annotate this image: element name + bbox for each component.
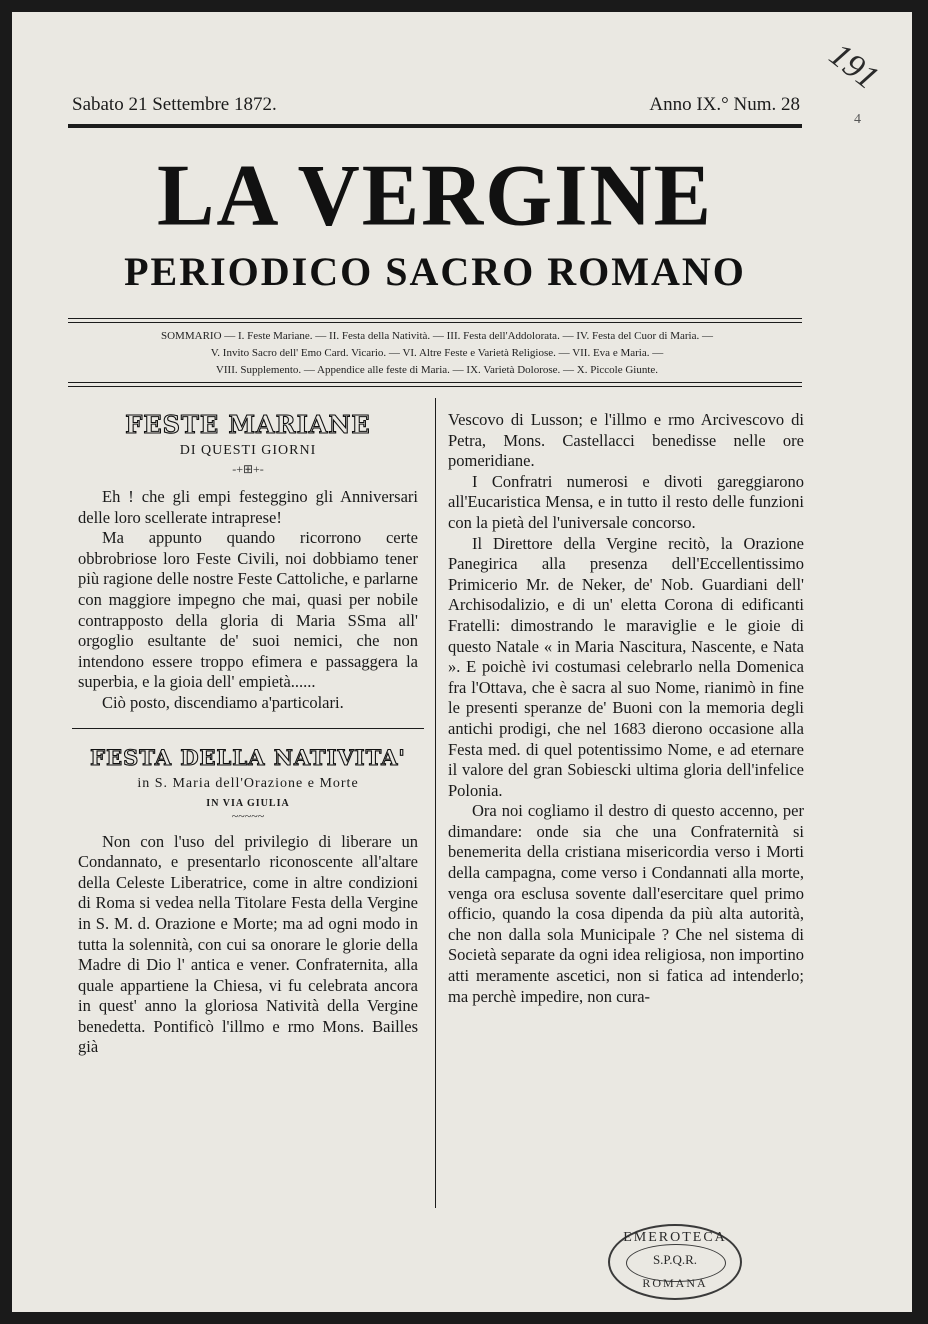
article-body bbox=[78, 487, 418, 714]
article-heading: FESTE MARIANE bbox=[125, 410, 371, 439]
paragraph: Il Direttore della Vergine recitò, la Orazione Panegirica alla presenza dell'Eccellentissimo Primicerio Mr. de Neker, de' Nob. Guardiani dell' Archisodalizio, e di un' eletta Corona di edificanti Fratelli: dimostrando le maraviglie e le gioie di questo Natale « in Maria Nascitura, Nascente, e Nata ». E poichè ivi costumasi celebrarlo nella Domenica fra l'Ottava, che è sacra al suo Nome, rianimò in fine le presenti speranze de' Buoni con la memoria degli antichi prodigi, che nel 1683 dierono occasione alla Festa med. di quel potentissimo Nome, e ad eternare il valore del gran Sobiescki ultima gloria dell'infelice Polonia. bbox=[448, 533, 804, 800]
article-separator bbox=[72, 728, 424, 729]
table-of-contents bbox=[70, 328, 804, 379]
issue-number: Anno IX.° Num. 28 bbox=[649, 94, 800, 115]
masthead-title: LA VERGINE bbox=[156, 146, 714, 244]
summary-line: V. Invito Sacro dell' Emo Card. Vicario. — VI. Altre Feste e Varietà Religiose. — VII. Eva e Maria. — bbox=[210, 347, 664, 359]
paragraph: Vescovo di Lusson; e l'illmo e rmo Arcivescovo di Petra, Mons. Castellacci benedisse nelle ore pomeridiane. bbox=[448, 410, 804, 471]
column-divider bbox=[435, 398, 436, 1208]
article-body bbox=[78, 832, 418, 1059]
paragraph: I Confratri numerosi e divoti gareggiarono all'Eucaristica Mensa, e in tutto il resto delle funzioni con la pietà del l'universale concorso. bbox=[448, 471, 804, 532]
summary-bottom-rule bbox=[68, 382, 802, 383]
paragraph: Eh ! che gli empi festeggino gli Anniversari delle loro scellerate intraprese! bbox=[78, 487, 418, 527]
right-column bbox=[448, 410, 804, 1007]
summary-line: SOMMARIO — I. Feste Mariane. — II. Festa della Natività. — III. Festa dell'Addolorata. — IV. Festa del Cuor di Maria. — bbox=[161, 330, 713, 342]
paragraph: Ciò posto, discendiamo a'particolari. bbox=[102, 692, 344, 712]
ornament: ~~~~~ bbox=[231, 808, 265, 823]
summary-top-rule-2 bbox=[68, 322, 802, 323]
article-location: IN VIA GIULIA bbox=[206, 797, 290, 809]
stamp-middle-text: S.P.Q.R. bbox=[652, 1252, 698, 1267]
article-heading: FESTA DELLA NATIVITA' bbox=[90, 744, 406, 770]
ornament: -+⊞+- bbox=[232, 462, 264, 476]
handwritten-page-number: 191 bbox=[822, 36, 886, 97]
library-stamp bbox=[608, 1224, 742, 1300]
newspaper-page bbox=[12, 12, 912, 1312]
article-subheading: DI QUESTI GIORNI bbox=[179, 443, 317, 458]
article-subheading: in S. Maria dell'Orazione e Morte bbox=[137, 775, 359, 791]
paragraph: Ora noi cogliamo il destro di questo accenno, per dimandare: onde sia che una Confraternità si benemerita della cristiana misericordia verso i Morti della campagna, come verso i Condannati alla morte, venga ora esclusa sovente dall'esercitare quel primo officio, quando la cosa dipenda da più alta autorità, che non dalla sola Municipale ? Che nel sistema di Società separate da ogni idea religiosa, non importino atti meramente ascetici, non si fatica ad intenderlo; ma perchè impedire, non cura- bbox=[448, 801, 804, 1006]
margin-mark: 4 bbox=[854, 112, 861, 127]
header-rule bbox=[68, 124, 802, 128]
paragraph: Ma appunto quando ricorrono certe obbrobriose loro Feste Civili, noi dobbiamo tener più ragione delle nostre Feste Cattoliche, e parlarne con maggiore impegno che mai, quasi per nobile contrapposto della gloria di Maria SSma all' orgoglio esultante de' suoi nemici, che non intendono essere troppo efimera e passaggera la superbia, e la gioia dell' empietà...... bbox=[78, 528, 418, 692]
masthead-subtitle: PERIODICO SACRO ROMANO bbox=[124, 249, 746, 294]
left-column bbox=[78, 410, 418, 1058]
stamp-bottom-text: ROMANA bbox=[642, 1276, 708, 1290]
summary-bottom-rule-2 bbox=[68, 386, 802, 387]
stamp-top-text: EMEROTECA bbox=[623, 1230, 727, 1245]
summary-line: VIII. Supplemento. — Appendice alle feste di Maria. — IX. Varietà Dolorose. — X. Piccole Giunte. bbox=[215, 364, 659, 376]
dateline bbox=[72, 94, 800, 116]
issue-date: Sabato 21 Settembre 1872. bbox=[72, 94, 277, 115]
paragraph: Non con l'uso del privilegio di liberare un Condannato, e presentarlo riconoscente all'altare della Celeste Liberatrice, come in altre condizioni di Roma si vedea nella Titolare Festa della Vergine in S. M. d. Orazione e Morte; ma ad ogni modo in tutta la solennità, con cui sa onorare le glorie della Madre di Dio l' antica e vener. Confraternita, alla quale appartiene la Chiesa, vi fu celebrata ancora in quest' anno la gloriosa Natività della Vergine benedetta. Pontificò l'illmo e rmo Mons. Bailles già bbox=[78, 831, 418, 1057]
summary-top-rule bbox=[68, 318, 802, 319]
